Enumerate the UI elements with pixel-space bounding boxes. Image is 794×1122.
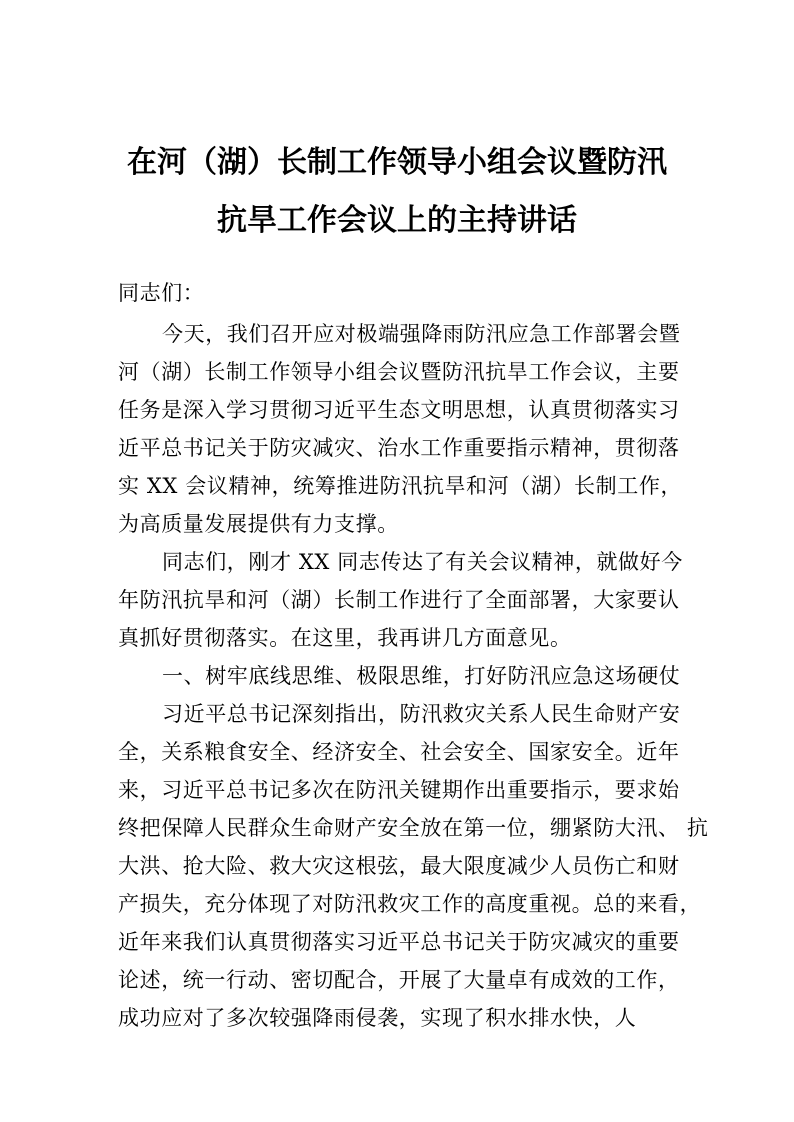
paragraph-1-line-5: 实 XX 会议精神，统筹推进防汛抗旱和河（湖）长制工作， (118, 474, 683, 498)
paragraph-1-line-4: 近平总书记关于防灾减灾、治水工作重要指示精神，贯彻落 (118, 436, 680, 460)
paragraph-3-line-7: 近年来我们认真贯彻落实习近平总书记关于防灾减灾的重要 (118, 930, 680, 954)
paragraph-3-line-2: 全，关系粮食安全、经济安全、社会安全、国家安全。近年 (118, 740, 680, 764)
paragraph-3-line-5: 大洪、抢大险、救大灾这根弦，最大限度减少人员伤亡和财 (118, 854, 680, 878)
paragraph-3-line-1: 习近平总书记深刻指出，防汛救灾关系人民生命财产安 (162, 702, 681, 726)
salutation: 同志们： (118, 281, 205, 305)
paragraph-3-line-9: 成功应对了多次较强降雨侵袭，实现了积水排水快，人 (118, 1006, 637, 1030)
document-title-line-1: 在河（湖）长制工作领导小组会议暨防汛 (127, 145, 667, 180)
document-title-line-2: 抗旱工作会议上的主持讲话 (217, 203, 577, 238)
section-heading-1: 一、树牢底线思维、极限思维，打好防汛应急这场硬仗 (162, 664, 681, 688)
paragraph-3-line-6: 产损失，充分体现了对防汛救灾工作的高度重视。总的来看， (118, 892, 702, 916)
paragraph-1-line-2: 河（湖）长制工作领导小组会议暨防汛抗旱工作会议，主要 (118, 360, 680, 384)
paragraph-2-line-2: 年防汛抗旱和河（湖）长制工作进行了全面部署，大家要认 (118, 588, 680, 612)
paragraph-1-line-6: 为高质量发展提供有力支撑。 (118, 512, 399, 536)
paragraph-1-line-3: 任务是深入学习贯彻习近平生态文明思想，认真贯彻落实习 (118, 398, 680, 422)
paragraph-3-line-4: 终把保障人民群众生命财产安全放在第一位，绷紧防大汛、 抗 (118, 816, 709, 840)
paragraph-2-line-3: 真抓好贯彻落实。在这里，我再讲几方面意见。 (118, 626, 572, 650)
paragraph-1-line-1: 今天，我们召开应对极端强降雨防汛应急工作部署会暨 (162, 322, 681, 346)
paragraph-2-line-1: 同志们，刚才 XX 同志传达了有关会议精神，就做好今 (162, 550, 683, 574)
paragraph-3-line-8: 论述，统一行动、密切配合，开展了大量卓有成效的工作， (118, 968, 680, 992)
paragraph-3-line-3: 来，习近平总书记多次在防汛关键期作出重要指示，要求始 (118, 778, 680, 802)
